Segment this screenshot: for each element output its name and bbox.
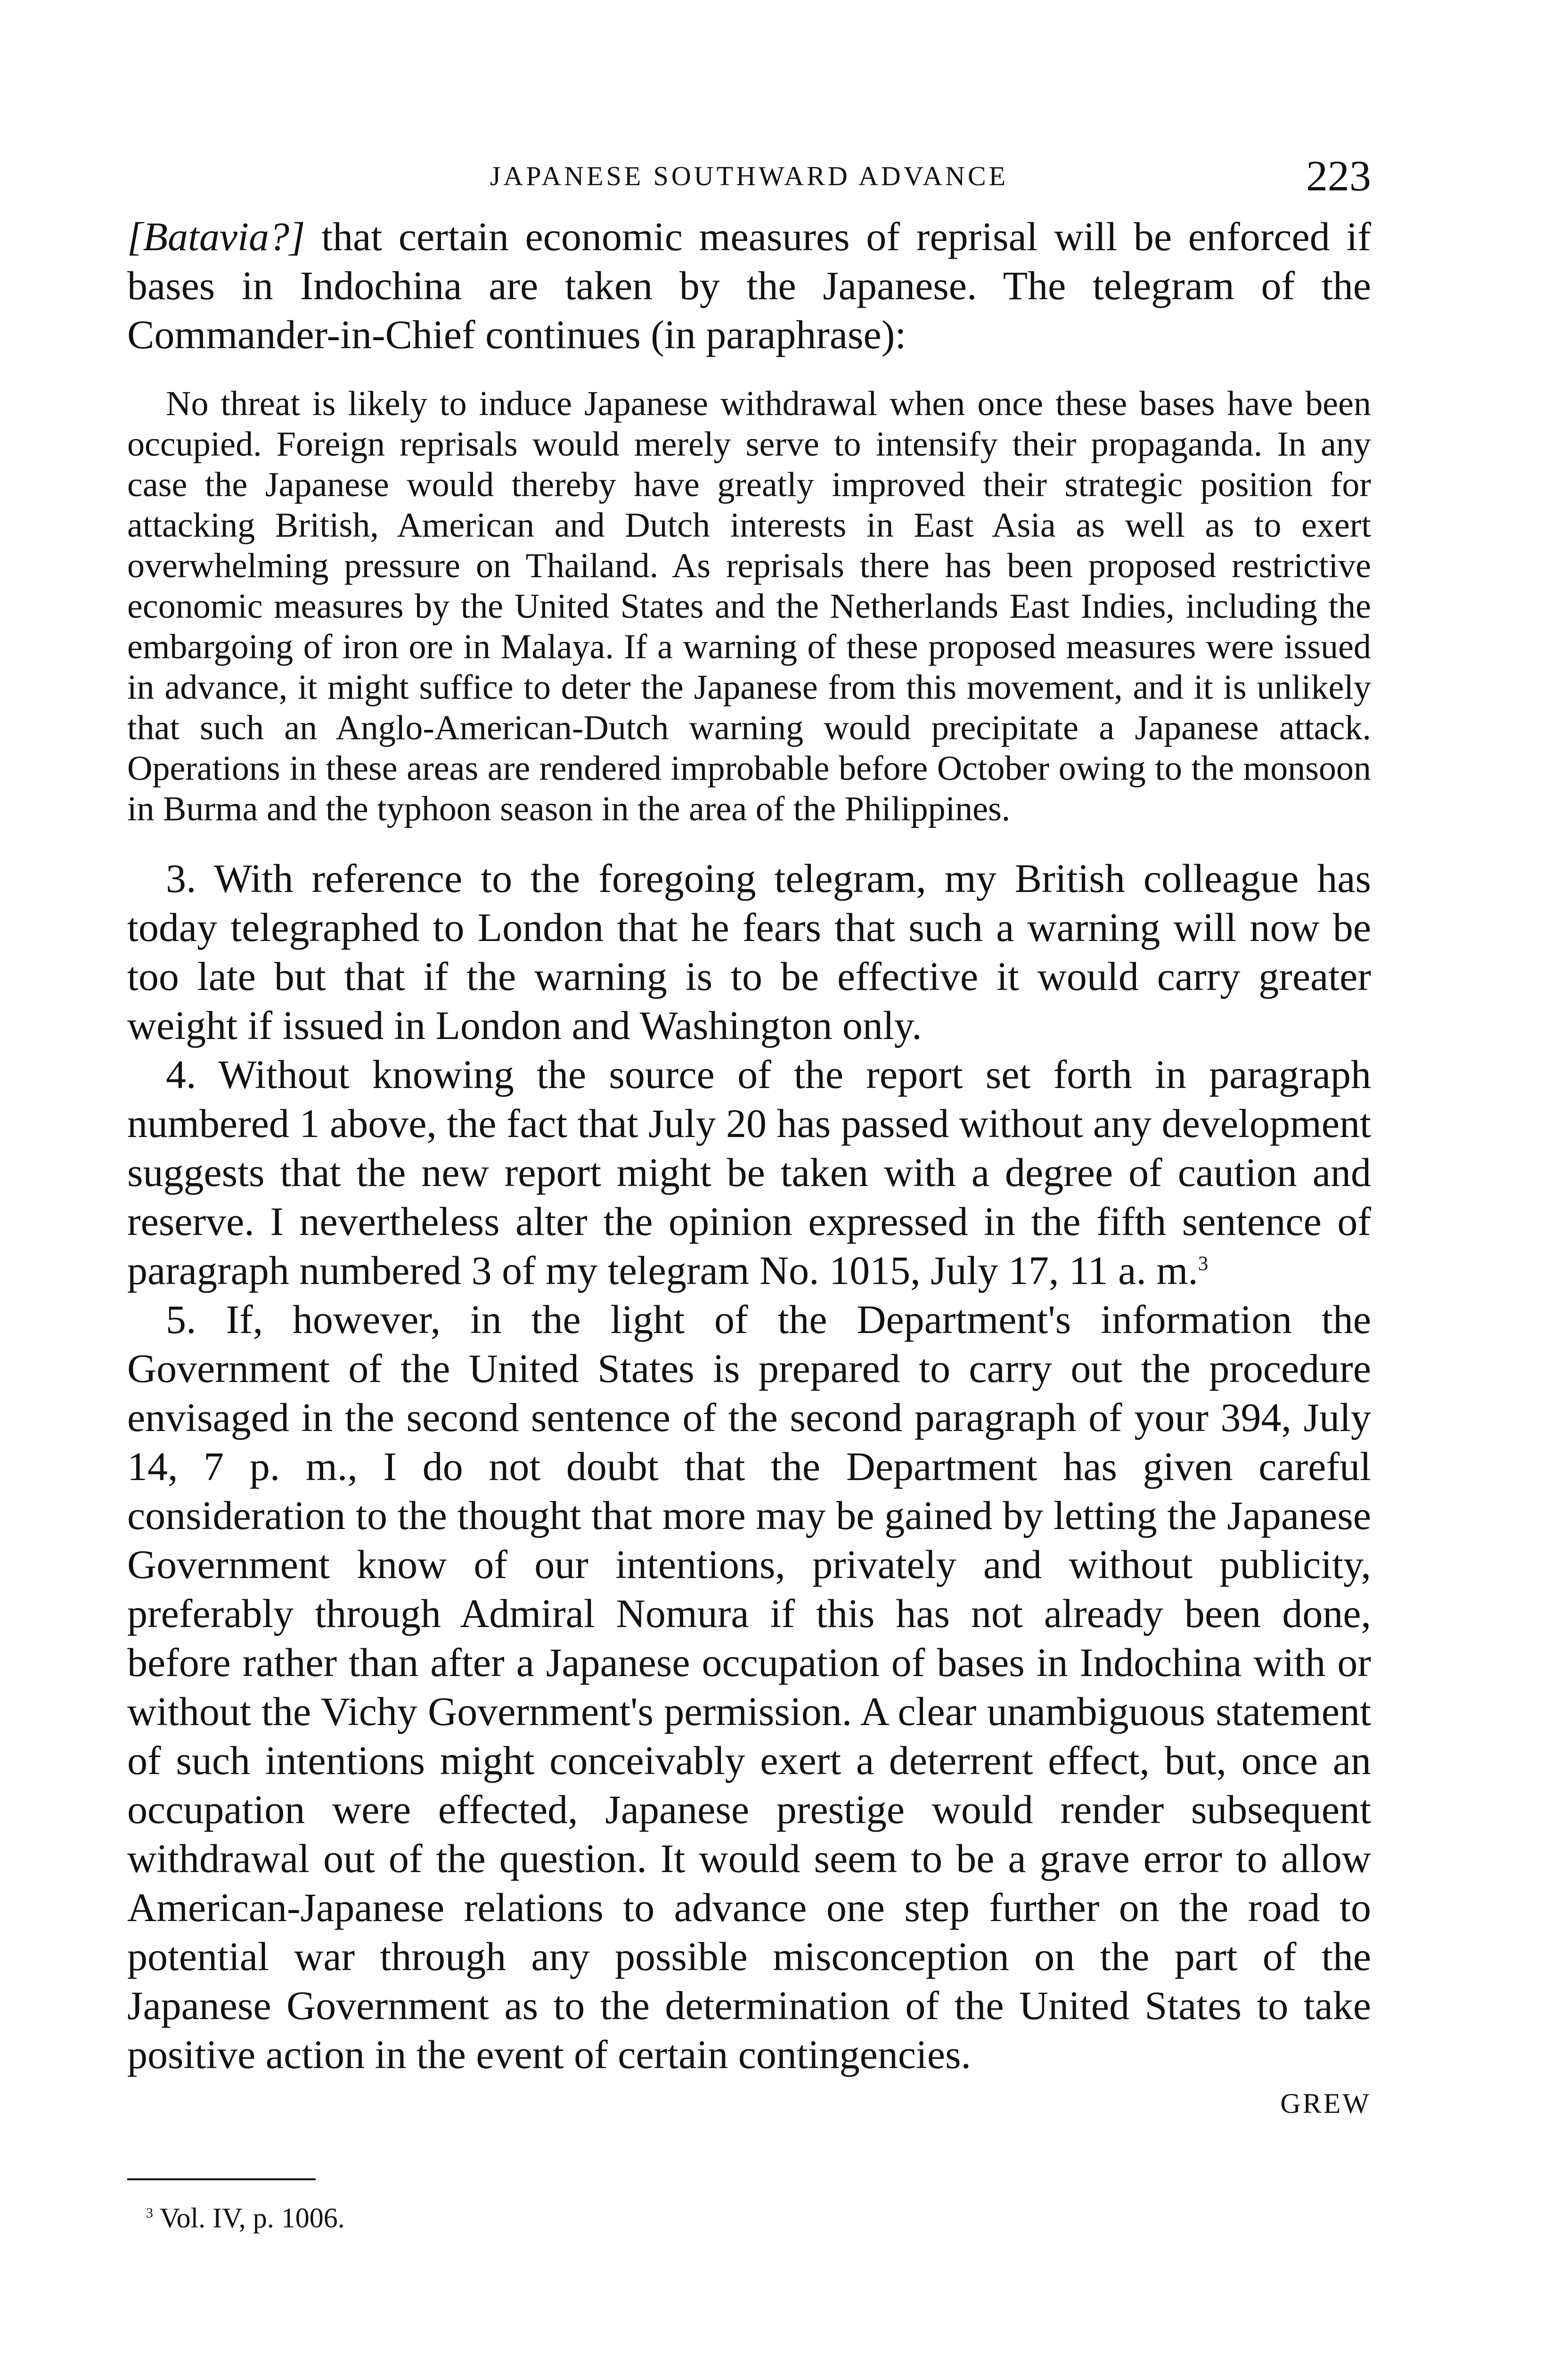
footnote-text: Vol. IV, p. 1006. <box>153 2202 345 2233</box>
paragraph-5: 5. If, however, in the light of the Department's information the Government of the United States is prepared to carry out the procedure envisaged in the second sentence of the second paragraph of your 394, July 14, 7 p. m., I do not doubt that the Department has given careful consideration to the thought that more may be gained by letting the Japanese Government know of our intentions, privately and without publicity, preferably through Admiral Nomura if this has not already been done, before rather than after a Japanese occupation of bases in Indochina with or without the Vichy Government's permission. A clear unambiguous statement of such intentions might conceivably exert a deterrent effect, but, once an occupation were effected, Japanese prestige would render subsequent withdrawal out of the question. It would seem to be a grave error to allow American-Japanese relations to advance one step further on the road to potential war through any possible misconception on the part of the Japanese Government as to the determination of the United States to take positive action in the event of certain contingencies. <box>127 1297 1371 2077</box>
opening-text: that certain economic measures of reprisal will be enforced if bases in Indochina are taken by the Japanese. The telegram of the Commander-in-Chief continues (in paraphrase): <box>127 214 1371 357</box>
footnote-reference: 3 <box>1198 1252 1209 1275</box>
paragraph-4-text: 4. Without knowing the source of the report set forth in paragraph numbered 1 above, the fact that July 20 has passed without any development suggests that the new report might be taken with a degree of caution and reserve. I nevertheless alter the opinion expressed in the fifth sentence of paragraph numbered 3 of my telegram No. 1015, July 17, 11 a. m. <box>127 1052 1371 1293</box>
signature: GREW <box>1280 2088 1371 2119</box>
paragraph-3: 3. With reference to the foregoing telegram, my British colleague has today telegraphed to London that he fears that such a warning will now be too late but that if the warning is to be effective it would carry greater weight if issued in London and Washington only. <box>127 856 1371 1048</box>
italic-place-name: [Batavia?] <box>127 214 305 259</box>
footnote <box>127 2199 1371 2237</box>
running-header <box>127 151 1371 212</box>
footnote-marker: 3 <box>146 2205 153 2221</box>
opening-paragraph <box>127 212 1371 359</box>
footnote-divider <box>127 2178 316 2180</box>
page-number: 223 <box>1306 152 1371 200</box>
running-title: JAPANESE SOUTHWARD ADVANCE <box>490 161 1009 191</box>
document-page <box>127 151 1371 2237</box>
paragraph-4 <box>127 1050 1371 1295</box>
quoted-telegram-paraphrase: No threat is likely to induce Japanese withdrawal when once these bases have been occupied. Foreign reprisals would merely serve to intensify their propaganda. In any case the Japanese would thereby have greatly improved their strategic position for attacking British, American and Dutch interests in East Asia as well as to exert overwhelming pressure on Thailand. As reprisals there has been proposed restrictive economic measures by the United States and the Netherlands East Indies, including the embargoing of iron ore in Malaya. If a warning of these proposed measures were issued in advance, it might suffice to deter the Japanese from this movement, and it is unlikely that such an Anglo-American-Dutch warning would precipitate a Japanese attack. Operations in these areas are rendered improbable before October owing to the monsoon in Burma and the typhoon season in the area of the Philippines. <box>127 384 1371 828</box>
